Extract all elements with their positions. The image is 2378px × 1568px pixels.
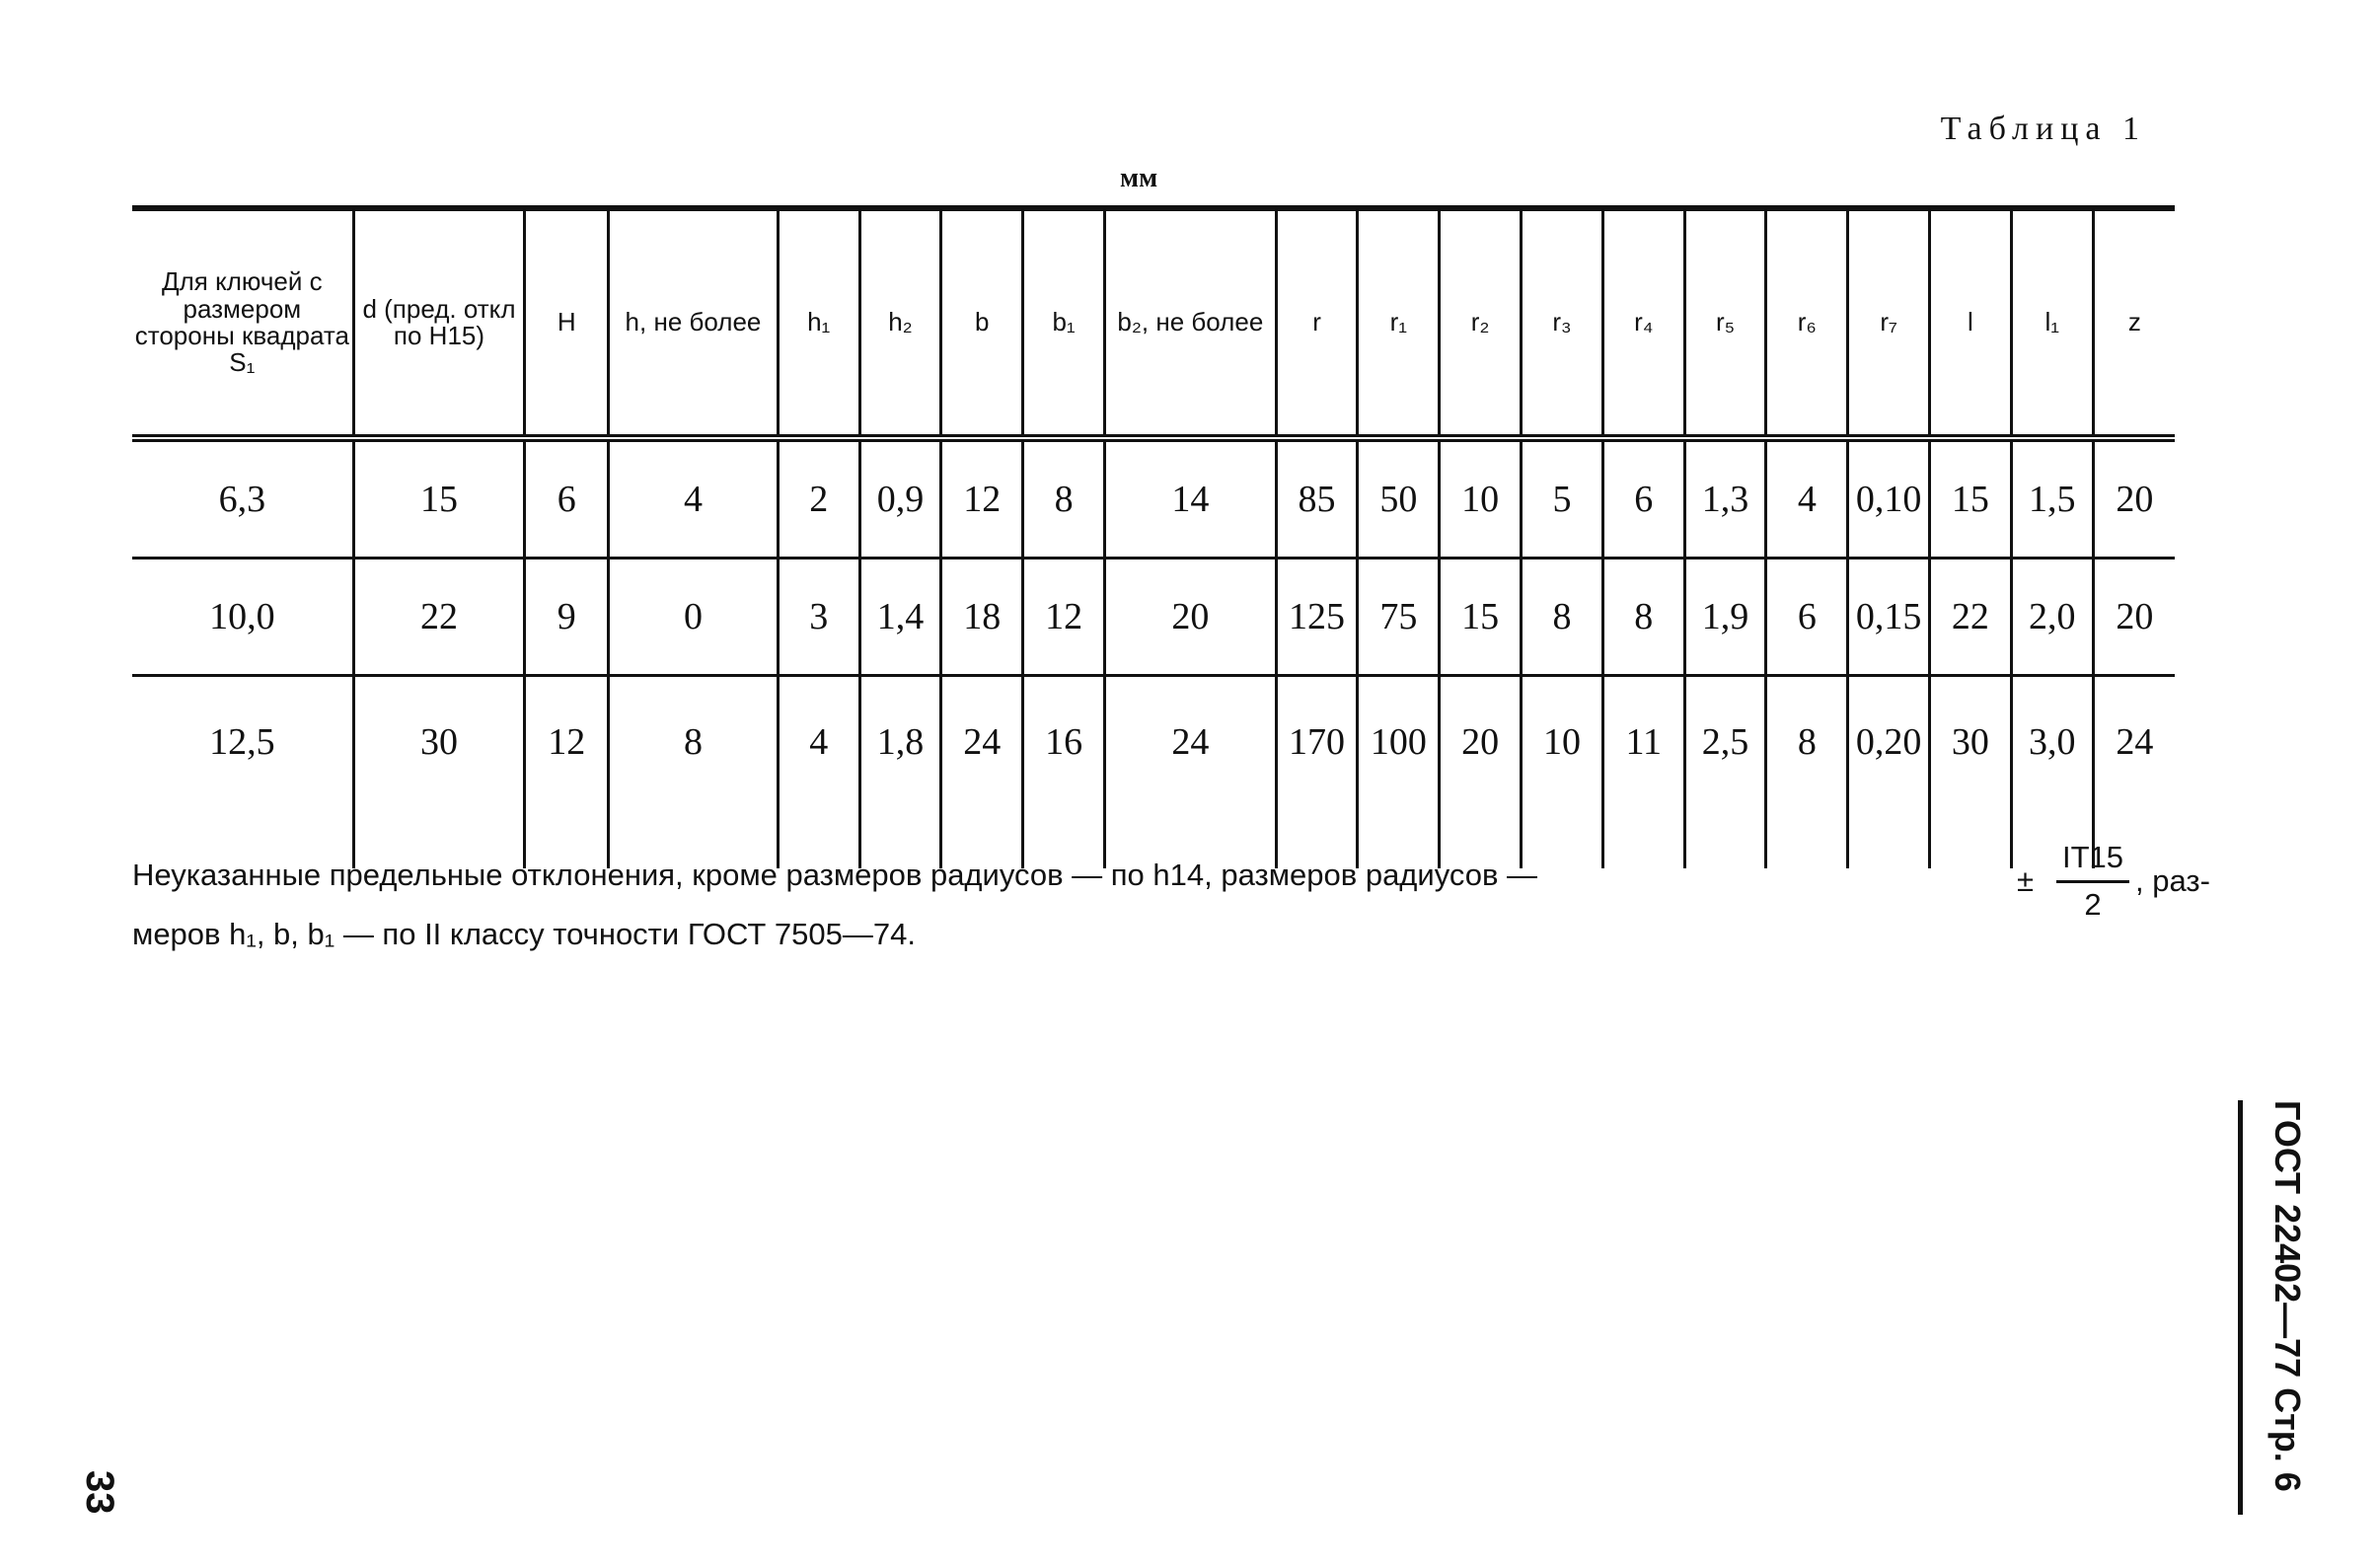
table-cell: 9 — [525, 559, 609, 676]
table-cell: 24 — [941, 676, 1023, 869]
table-cell: 11 — [1602, 676, 1684, 869]
units-label: мм — [1120, 163, 1158, 193]
header-cell: l — [1930, 208, 2012, 438]
table-cell: 8 — [1023, 438, 1105, 559]
table-cell: 0,20 — [1848, 676, 1930, 869]
table-row — [132, 559, 2175, 676]
table-cell: 2,5 — [1684, 676, 1766, 869]
table-cell: 0 — [609, 559, 779, 676]
plus-minus-sign: ± — [2017, 863, 2035, 898]
header-cell: l₁ — [2011, 208, 2093, 438]
table-cell: 12 — [1023, 559, 1105, 676]
table-cell: 50 — [1358, 438, 1440, 559]
table-cell: 170 — [1276, 676, 1358, 869]
header-cell: h₂ — [859, 208, 941, 438]
table-cell: 20 — [2093, 438, 2175, 559]
table-cell: 75 — [1358, 559, 1440, 676]
header-cell: Для ключей с размером стороны квадрата S₁ — [132, 208, 353, 438]
fraction-denominator: 2 — [2084, 886, 2102, 922]
table-cell: 12,5 — [209, 721, 275, 763]
table-cell: 85 — [1276, 438, 1358, 559]
header-cell: r₃ — [1522, 208, 1603, 438]
table-cell: 4 — [609, 438, 779, 559]
header-cell: r — [1276, 208, 1358, 438]
table-cell: 4 — [778, 676, 859, 869]
table-cell: 12 — [941, 438, 1023, 559]
table-cell: 1,3 — [1684, 438, 1766, 559]
footnote-line-2: меров h₁, b, b₁ — по II классу точности ГОСТ 7505—74. — [132, 917, 916, 951]
fraction — [2017, 836, 2210, 928]
header-row — [132, 208, 2175, 438]
header-cell: b — [941, 208, 1023, 438]
table-cell: 20 — [1104, 559, 1276, 676]
table-cell: 3 — [778, 559, 859, 676]
table-cell: 10 — [1440, 438, 1522, 559]
header-cell: z — [2093, 208, 2175, 438]
header-cell: r₄ — [1602, 208, 1684, 438]
table-cell: 8 — [1522, 559, 1603, 676]
table-cell: 8 — [609, 676, 779, 869]
table-cell: 1,5 — [2011, 438, 2093, 559]
running-header: ГОСТ 22402—77 Стр. 6 — [2238, 1100, 2308, 1515]
table-cell: 30 — [1930, 676, 2012, 869]
table-cell: 6 — [1766, 559, 1848, 676]
page-number: 33 — [78, 1470, 121, 1515]
table-cell: 125 — [1276, 559, 1358, 676]
table-cell: 20 — [2093, 559, 2175, 676]
table-cell: 1,8 — [859, 676, 941, 869]
fraction-numerator: IT15 — [2056, 836, 2129, 883]
dimensions-table — [132, 205, 2175, 868]
table-cell: 15 — [1930, 438, 2012, 559]
table-cell: 5 — [1522, 438, 1603, 559]
table-cell: 2 — [778, 438, 859, 559]
table-cell: 24 — [1104, 676, 1276, 869]
table-cell: 1,4 — [859, 559, 941, 676]
table-cell: 3,0 — [2011, 676, 2093, 869]
table-cell: 22 — [1930, 559, 2012, 676]
header-cell: r₅ — [1684, 208, 1766, 438]
table-cell: 24 — [2093, 676, 2175, 869]
footnote — [132, 840, 2210, 957]
table-cell: 100 — [1358, 676, 1440, 869]
table-cell: 1,9 — [1684, 559, 1766, 676]
header-cell: r₇ — [1848, 208, 1930, 438]
table-cell: 12 — [525, 676, 609, 869]
table-cell: 20 — [1440, 676, 1522, 869]
table-cell: 15 — [353, 438, 525, 559]
header-cell: r₂ — [1440, 208, 1522, 438]
table-cell: 10,0 — [132, 559, 353, 676]
table-row — [132, 438, 2175, 559]
header-cell: h, не более — [609, 208, 779, 438]
header-cell: h₁ — [778, 208, 859, 438]
header-cell: H — [525, 208, 609, 438]
header-cell: r₆ — [1766, 208, 1848, 438]
table-cell: 2,0 — [2011, 559, 2093, 676]
table-cell: 6 — [1602, 438, 1684, 559]
table-cell: 15 — [1440, 559, 1522, 676]
table-cell: 4 — [1766, 438, 1848, 559]
header-cell: b₁ — [1023, 208, 1105, 438]
table-cell: 22 — [353, 559, 525, 676]
table-cell: 18 — [941, 559, 1023, 676]
table-cell: 16 — [1023, 676, 1105, 869]
table-cell: 14 — [1104, 438, 1276, 559]
table-cell: 0,9 — [859, 438, 941, 559]
table-row — [132, 676, 2175, 869]
table-caption: Таблица 1 — [1940, 111, 2146, 147]
table-cell: 10 — [1522, 676, 1603, 869]
header-cell: d (пред. откл по H15) — [353, 208, 525, 438]
table-cell: 30 — [353, 676, 525, 869]
table-cell: 8 — [1766, 676, 1848, 869]
table-cell: 6,3 — [132, 438, 353, 559]
footnote-line-1: Неуказанные предельные отклонения, кроме размеров радиусов — по h14, размеров радиусов — — [132, 858, 1538, 892]
header-cell: r₁ — [1358, 208, 1440, 438]
table-cell: 8 — [1602, 559, 1684, 676]
table-cell: 6 — [525, 438, 609, 559]
header-cell: b₂, не более — [1104, 208, 1276, 438]
table-cell: 0,15 — [1848, 559, 1930, 676]
table-cell: 0,10 — [1848, 438, 1930, 559]
footnote-line-1-end: , раз- — [2135, 863, 2210, 898]
